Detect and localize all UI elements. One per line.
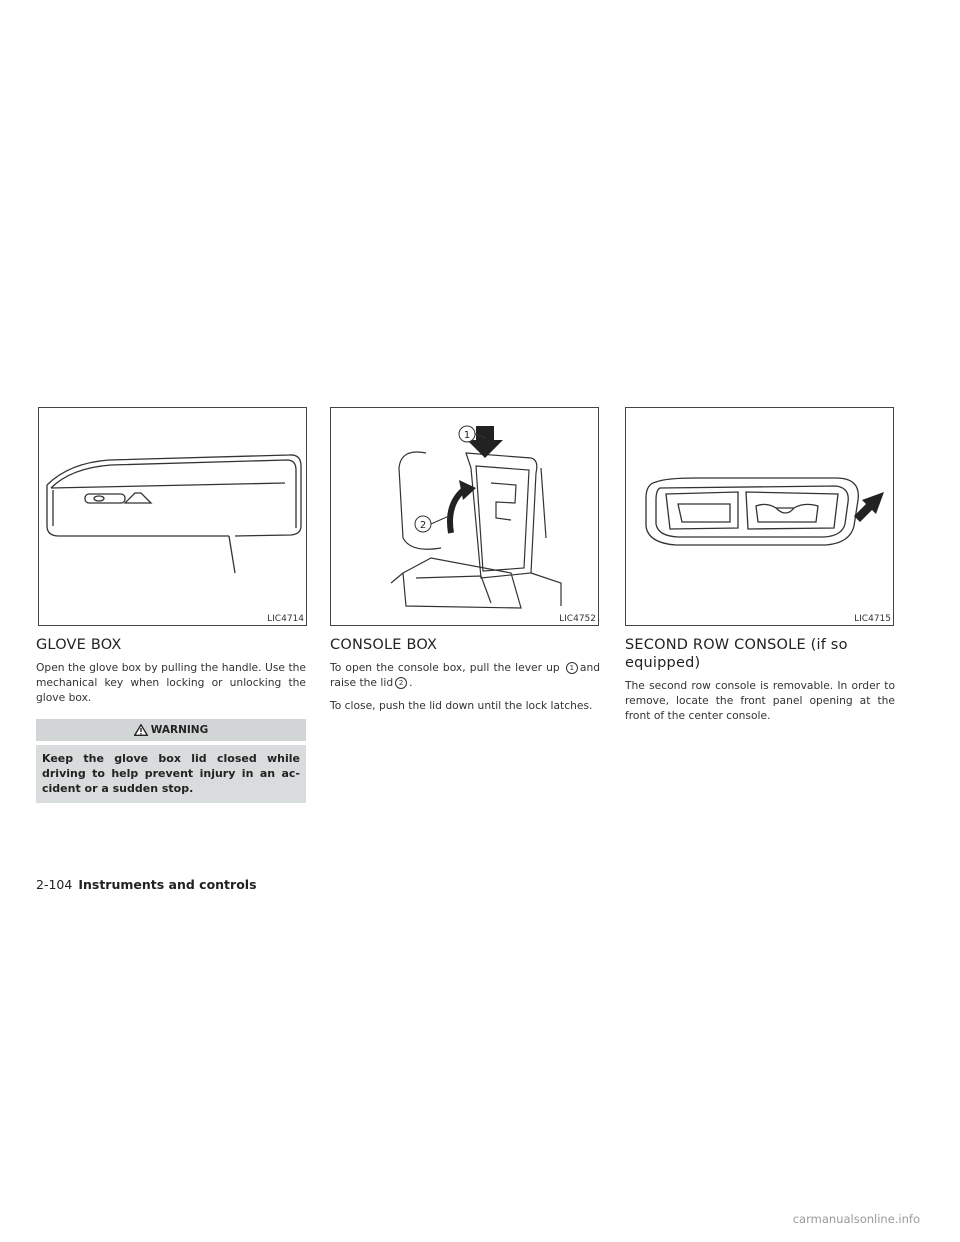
callout-marker-2: 2	[395, 677, 407, 689]
section-name: Instruments and controls	[78, 877, 257, 892]
watermark: carmanualsonline.info	[792, 1212, 920, 1226]
second-row-console-illustration	[626, 408, 894, 626]
figure-glove-box	[38, 407, 307, 626]
body-text-part: To open the console box, pull the lever up	[330, 661, 560, 674]
console-box-illustration	[331, 408, 599, 626]
figure-console-box	[330, 407, 599, 626]
figure-code: LIC4715	[854, 614, 891, 624]
section-heading: CONSOLE BOX	[330, 637, 438, 653]
console-box-section	[330, 636, 600, 721]
body-text: The second row console is removable. In order to remove, locate the front panel opening at the front of the center console.	[625, 679, 895, 722]
body-text-part: and raise the lid	[330, 661, 600, 689]
warning-box	[36, 719, 306, 803]
glove-box-section	[36, 636, 306, 803]
body-text	[330, 660, 600, 690]
callout-2: 2	[419, 520, 427, 531]
warning-triangle-icon	[134, 724, 148, 736]
second-row-console-section	[625, 636, 895, 731]
warning-header	[36, 719, 306, 745]
section-heading: GLOVE BOX	[36, 637, 122, 653]
callout-marker-1: 1	[566, 662, 578, 674]
page-number: 2-104	[36, 877, 73, 892]
body-text: To close, push the lid down until the lock latches.	[330, 699, 593, 712]
section-heading: SECOND ROW CONSOLE (if so equipped)	[625, 637, 848, 671]
page-footer	[36, 877, 257, 892]
figure-code: LIC4714	[267, 614, 304, 624]
body-text-part: .	[409, 676, 413, 689]
callout-1: 1	[463, 430, 471, 441]
figure-code: LIC4752	[559, 614, 596, 624]
figure-second-row-console	[625, 407, 894, 626]
warning-text: Keep the glove box lid closed while driving to help prevent injury in an ac-cident or a sudden stop.	[42, 752, 300, 795]
warning-label: WARNING	[150, 724, 209, 736]
glove-box-illustration	[39, 408, 307, 626]
body-text: Open the glove box by pulling the handle. Use the mechanical key when locking or unlocking the glove box.	[36, 661, 306, 704]
